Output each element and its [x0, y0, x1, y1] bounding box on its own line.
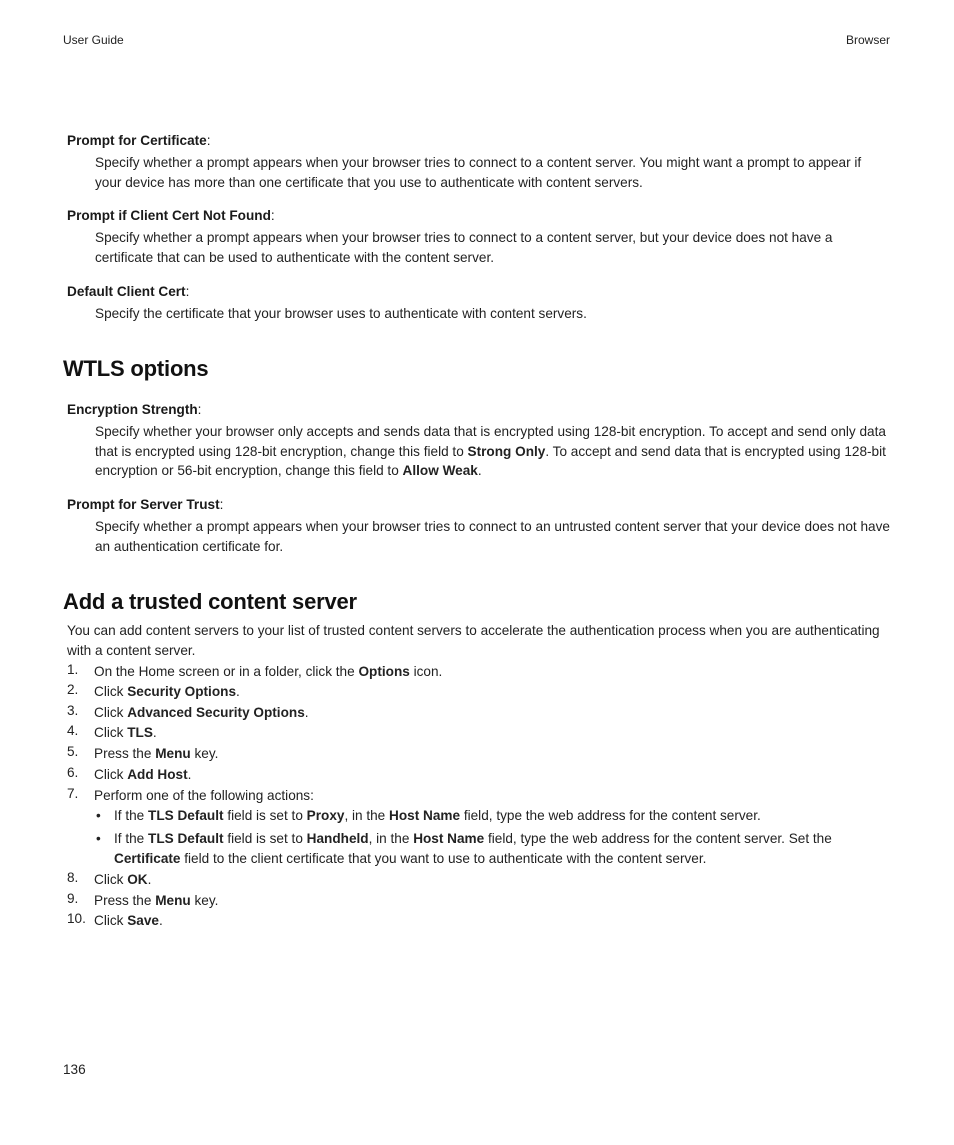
list-item: 3. Click Advanced Security Options.	[67, 703, 309, 720]
term-prompt-if-client-cert-not-found: Prompt if Client Cert Not Found:	[67, 208, 275, 223]
header-right: Browser	[845, 33, 890, 47]
desc-prompt-for-server-trust: Specify whether a prompt appears when your browser tries to connect to an untrusted content server that your device does not have an authentication certificate for.	[95, 519, 890, 554]
page-number: 136	[63, 1062, 86, 1077]
header-left: User Guide	[63, 33, 124, 47]
desc-prompt-if-client-cert-not-found: Specify whether a prompt appears when your browser tries to connect to a content server, but your device does not have a certificate that can be used to authenticate with the content server.	[95, 230, 833, 265]
list-item: 5. Press the Menu key.	[67, 744, 219, 761]
list-item: 1. On the Home screen or in a folder, click the Options icon.	[67, 662, 443, 679]
list-item: 2. Click Security Options.	[67, 682, 240, 699]
term-prompt-for-certificate: Prompt for Certificate:	[67, 133, 211, 148]
intro-paragraph: You can add content servers to your list of trusted content servers to accelerate the authentication process when you are authenticating with a content server.	[67, 623, 880, 658]
bullet-icon: •	[96, 831, 101, 846]
list-item: 6. Click Add Host.	[67, 765, 192, 782]
desc-prompt-for-certificate: Specify whether a prompt appears when your browser tries to connect to a content server. You might want a prompt to appear if your device has more than one certificate that you use to authenticate with content servers.	[95, 155, 862, 190]
sub-list-item: • If the TLS Default field is set to Proxy, in the Host Name field, type the web address for the content server.	[96, 806, 892, 828]
list-item: 7. Perform one of the following actions:	[67, 786, 314, 803]
sub-list-item: • If the TLS Default field is set to Handheld, in the Host Name field, type the web address for the content server. Set the Certificate field to the client certificate that you want to use to authenticate with the content server.	[96, 831, 832, 866]
list-item: 10. Click Save.	[67, 911, 163, 928]
heading-add-trusted-content-server: Add a trusted content server	[63, 589, 357, 614]
list-item: 8. Click OK.	[67, 870, 152, 887]
list-item: 4. Click TLS.	[67, 723, 157, 740]
bullet-icon: •	[96, 808, 101, 823]
heading-wtls-options: WTLS options	[63, 356, 209, 381]
desc-encryption-strength: Specify whether your browser only accepts and sends data that is encrypted using 128-bit encryption. To accept and send only data that is encrypted using 128-bit encryption, change this field to Strong Only. To accept and send data that is encrypted using 128-bit encryption or 56-bit encryption, change this field to Allow Weak.	[95, 424, 886, 478]
term-prompt-for-server-trust: Prompt for Server Trust:	[67, 497, 224, 512]
term-encryption-strength: Encryption Strength:	[67, 402, 202, 417]
term-default-client-cert: Default Client Cert:	[67, 284, 190, 299]
list-item: 9. Press the Menu key.	[67, 891, 219, 908]
desc-default-client-cert: Specify the certificate that your browser uses to authenticate with content servers.	[95, 306, 587, 321]
